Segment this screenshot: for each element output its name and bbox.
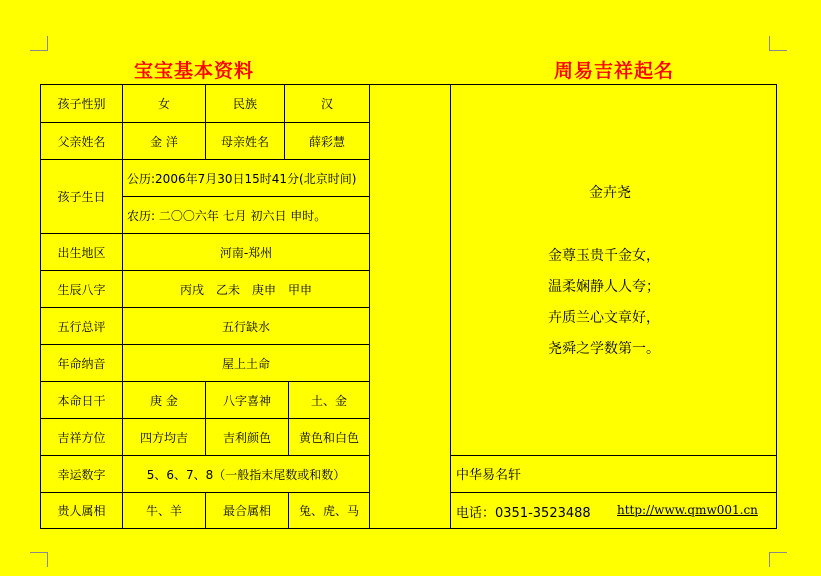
poem-line: 金尊玉贵千金女， <box>548 248 660 264</box>
direction-value: 四方均吉 <box>139 430 188 445</box>
birthplace-label: 出生地区 <box>57 245 106 260</box>
color-value: 黄色和白色 <box>298 430 359 445</box>
nayin-label: 年命纳音 <box>57 356 106 371</box>
gender-value: 女 <box>157 97 170 111</box>
wuxing-label: 五行总评 <box>57 319 106 334</box>
crop-mark <box>47 552 48 567</box>
ethnicity-value: 汉 <box>320 97 333 111</box>
naming-heading: 周易吉祥起名 <box>554 60 675 82</box>
bazi-value: 丙戌 乙未 庚申 甲申 <box>179 282 312 297</box>
mother-value: 薛彩慧 <box>308 134 345 149</box>
father-value: 金 洋 <box>150 134 178 149</box>
zodiac-value: 牛、羊 <box>145 504 182 518</box>
phone-number: 电话：0351-3523488 <box>456 506 591 521</box>
nayin-value: 屋上土命 <box>221 356 270 371</box>
birthday-lunar: 农历: 二〇〇六年 七月 初六日 申时。 <box>127 208 327 223</box>
crop-mark <box>769 36 770 51</box>
chosen-name: 金卉尧 <box>589 185 631 201</box>
color-label: 吉利颜色 <box>222 430 271 445</box>
best-zodiac-label: 最合属相 <box>222 504 271 518</box>
birthplace-value: 河南-郑州 <box>219 245 273 260</box>
mother-label: 母亲姓名 <box>220 134 269 149</box>
poem-line: 卉质兰心文章好， <box>548 310 660 326</box>
gender-label: 孩子性别 <box>57 97 106 111</box>
company-name: 中华易名轩 <box>456 468 522 483</box>
website-link[interactable]: http://www.qmw001.cn <box>617 503 758 517</box>
crop-mark <box>30 552 47 553</box>
baby-info-heading: 宝宝基本资料 <box>134 60 255 82</box>
panel-border <box>450 455 777 456</box>
crop-mark <box>769 552 787 553</box>
wuxing-value: 五行缺水 <box>221 319 270 334</box>
crop-mark <box>47 36 48 51</box>
crop-mark <box>769 50 787 51</box>
riganzhi-label: 本命日干 <box>57 393 106 408</box>
bazi-label: 生辰八字 <box>57 282 106 297</box>
birthday-label: 孩子生日 <box>57 190 106 204</box>
father-label: 父亲姓名 <box>57 134 106 149</box>
zodiac-label: 贵人属相 <box>57 504 106 518</box>
xishen-value: 土、金 <box>310 393 347 408</box>
numbers-label: 幸运数字 <box>57 467 106 482</box>
ethnicity-label: 民族 <box>232 97 257 111</box>
poem-line: 温柔娴静人人夸； <box>548 279 660 295</box>
panel-border <box>450 492 777 493</box>
numbers-value: 5、6、7、8（一般指末尾数或和数） <box>146 467 346 482</box>
crop-mark <box>769 552 770 567</box>
birthday-solar: 公历:2006年7月30日15时41分(北京时间) <box>127 171 357 186</box>
xishen-label: 八字喜神 <box>222 393 271 408</box>
crop-mark <box>30 50 47 51</box>
direction-label: 吉祥方位 <box>57 430 106 445</box>
best-zodiac-value: 兔、虎、马 <box>298 504 359 518</box>
panel-divider <box>450 84 451 529</box>
riganzhi-value: 庚 金 <box>150 393 178 408</box>
poem-line: 尧舜之学数第一。 <box>548 341 660 357</box>
